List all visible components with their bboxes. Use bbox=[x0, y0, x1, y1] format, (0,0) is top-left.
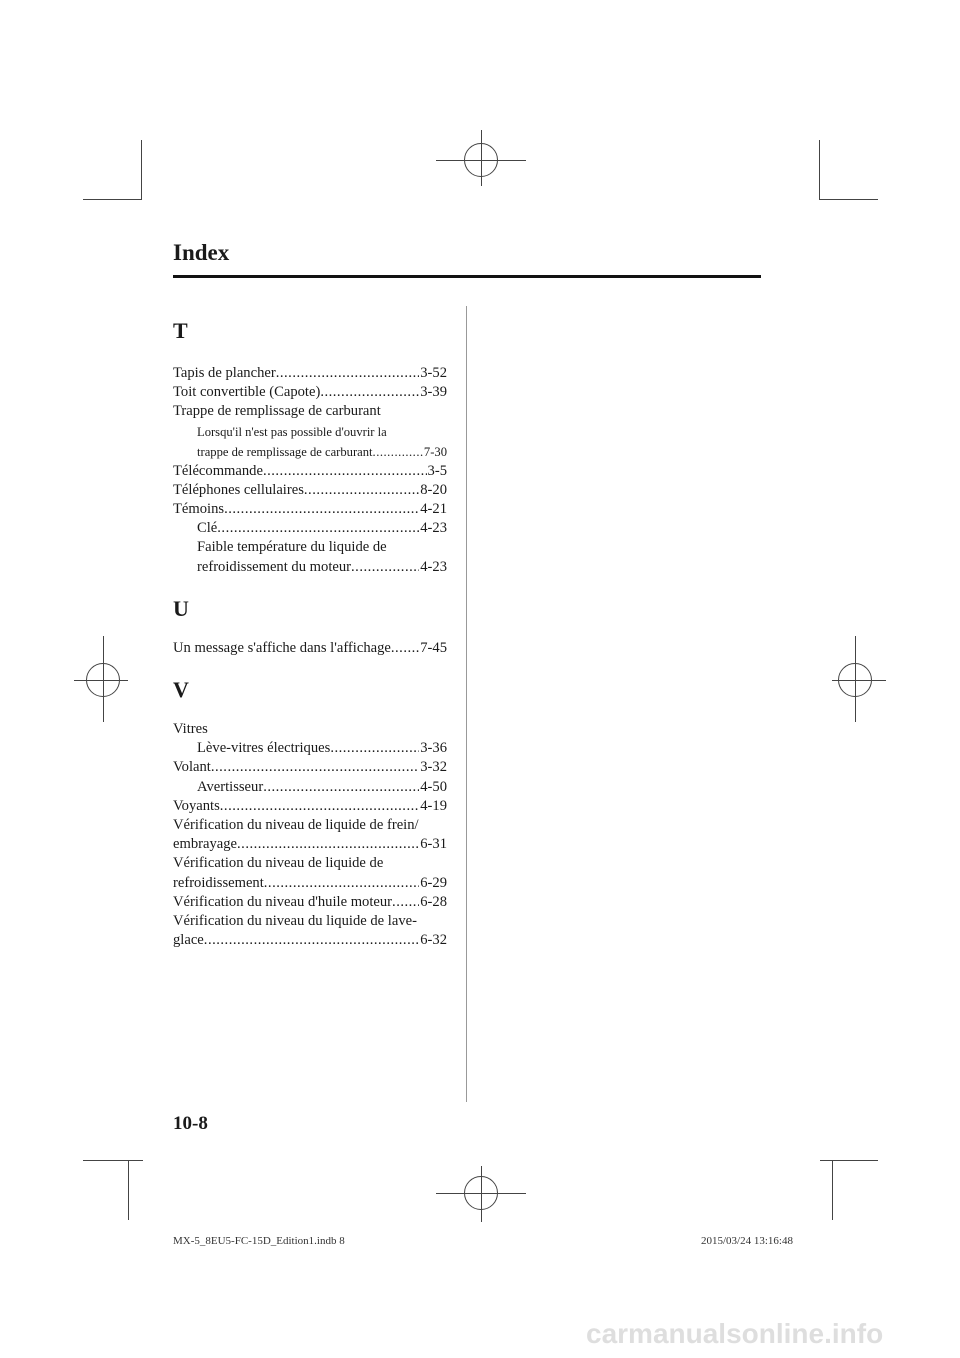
index-entry: Vérification du niveau du liquide de lave- bbox=[173, 913, 417, 930]
section-letter-u: U bbox=[173, 595, 189, 621]
index-entry: glace ..... 6-32 bbox=[173, 931, 447, 950]
index-subentry: Faible température du liquide de bbox=[197, 539, 387, 556]
footer-file-name: MX-5_8EU5-FC-15D_Edition1.indb 8 bbox=[173, 1235, 345, 1247]
index-entry: Un message s'affiche dans l'affichage ..... 7-45 bbox=[173, 639, 447, 658]
index-entry: Vérification du niveau de liquide de bbox=[173, 855, 384, 872]
index-subentry: trappe de remplissage de carburant ..... 7-30 bbox=[173, 442, 447, 462]
index-entry: Trappe de remplissage de carburant bbox=[173, 403, 381, 420]
index-entry: Tapis de plancher ..... 3-52 bbox=[173, 364, 447, 383]
index-entry: Téléphones cellulaires ..... 8-20 bbox=[173, 481, 447, 500]
index-subentry: Lorsqu'il n'est pas possible d'ouvrir la bbox=[197, 424, 387, 439]
index-column bbox=[173, 318, 447, 950]
index-entry: Vérification du niveau de liquide de frein/ bbox=[173, 817, 419, 834]
footer-timestamp: 2015/03/24 13:16:48 bbox=[701, 1235, 793, 1247]
index-entry: Vitres bbox=[173, 721, 208, 738]
index-entry: Toit convertible (Capote) ..... 3-39 bbox=[173, 383, 447, 402]
page-number: 10-8 bbox=[173, 1113, 208, 1134]
index-entry: refroidissement ..... 6-29 bbox=[173, 874, 447, 893]
index-subentry: Lève-vitres électriques ..... 3-36 bbox=[173, 739, 447, 758]
title-rule bbox=[173, 275, 761, 278]
index-subentry: Avertisseur ..... 4-50 bbox=[173, 778, 447, 797]
index-entry: Témoins ..... 4-21 bbox=[173, 500, 447, 519]
index-entry: Télécommande ..... 3-5 bbox=[173, 462, 447, 481]
index-entry: Voyants ..... 4-19 bbox=[173, 797, 447, 816]
section-letter-v: V bbox=[173, 677, 189, 703]
index-entry: Vérification du niveau d'huile moteur ..... 6-28 bbox=[173, 893, 447, 912]
page-title: Index bbox=[173, 240, 230, 265]
section-letter-t: T bbox=[173, 318, 188, 343]
column-divider bbox=[466, 306, 467, 1102]
index-subentry: Clé ..... 4-23 bbox=[173, 519, 447, 538]
index-entry: embrayage ..... 6-31 bbox=[173, 835, 447, 854]
index-subentry: refroidissement du moteur ..... 4-23 bbox=[173, 558, 447, 577]
watermark: carmanualsonline.info bbox=[586, 1318, 884, 1349]
index-entry: Volant ..... 3-32 bbox=[173, 758, 447, 777]
